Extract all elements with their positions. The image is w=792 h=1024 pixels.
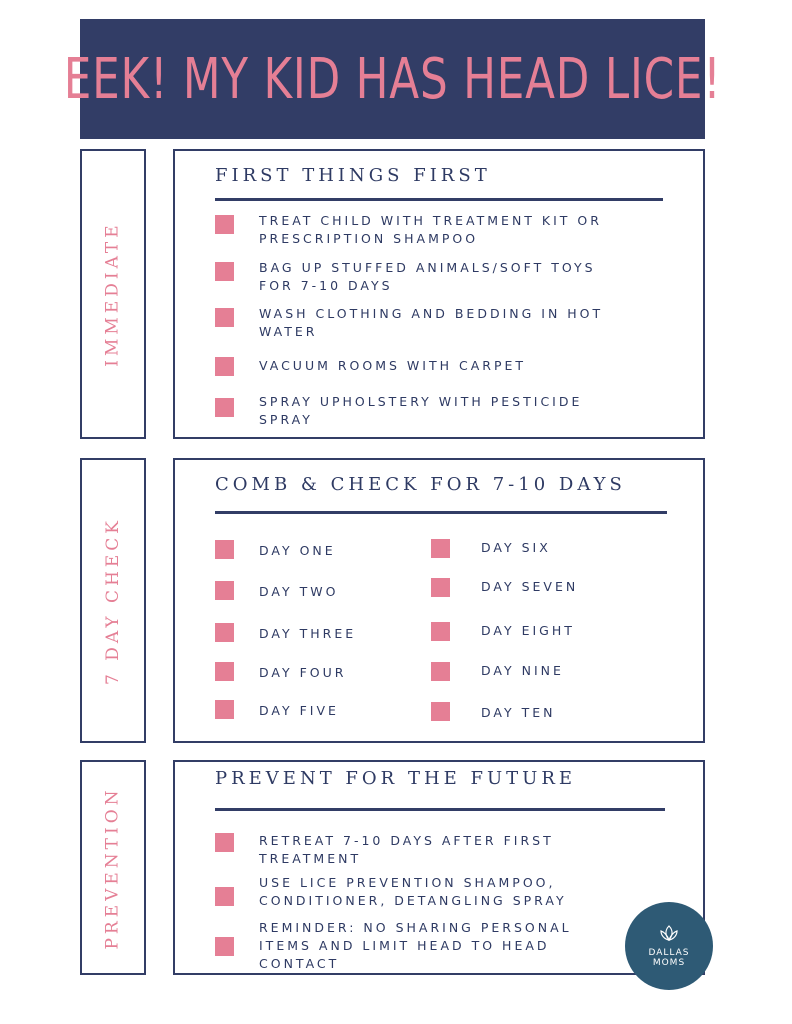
section-comb-and-check xyxy=(173,458,705,743)
item-text-line: WATER xyxy=(259,324,318,339)
item-text-line: PRESCRIPTION SHAMPOO xyxy=(259,231,479,246)
day-checkbox-item[interactable] xyxy=(215,623,415,643)
item-text-line: CONTACT xyxy=(259,956,340,971)
day-checkbox-item[interactable] xyxy=(431,662,631,682)
checkbox[interactable] xyxy=(215,215,234,234)
logo-text-line: MOMS xyxy=(652,958,686,968)
item-text-line: RETREAT 7-10 DAYS AFTER FIRST xyxy=(259,833,554,848)
day-checkbox-item[interactable] xyxy=(215,581,415,601)
checkbox[interactable] xyxy=(215,357,234,376)
day-checkbox-item[interactable] xyxy=(431,539,631,559)
item-text-line: REMINDER: NO SHARING PERSONAL xyxy=(259,920,572,935)
day-label: DAY NINE xyxy=(481,663,564,678)
checkbox[interactable] xyxy=(215,662,234,681)
checkbox[interactable] xyxy=(215,540,234,559)
side-label-text: IMMEDIATE xyxy=(103,221,124,367)
logo-text-line: DALLAS xyxy=(648,948,690,958)
lotus-flower-icon xyxy=(658,924,680,942)
day-label: DAY TWO xyxy=(259,584,339,599)
day-label: DAY ONE xyxy=(259,543,336,558)
side-label-text: PREVENTION xyxy=(103,785,124,950)
day-label: DAY FOUR xyxy=(259,665,347,680)
title-banner xyxy=(63,19,722,139)
checkbox[interactable] xyxy=(215,308,234,327)
item-text-line: FOR 7-10 DAYS xyxy=(259,278,393,293)
item-text-line: TREAT CHILD WITH TREATMENT KIT OR xyxy=(259,213,602,228)
checkbox[interactable] xyxy=(215,581,234,600)
section-heading: PREVENT FOR THE FUTURE xyxy=(215,768,577,789)
checkbox[interactable] xyxy=(215,398,234,417)
checkbox[interactable] xyxy=(431,662,450,681)
day-label: DAY FIVE xyxy=(259,703,339,718)
dallas-moms-logo xyxy=(625,902,713,990)
day-checkbox-item[interactable] xyxy=(431,702,631,722)
day-checkbox-item[interactable] xyxy=(431,622,631,642)
side-label-text: 7 DAY CHECK xyxy=(103,516,124,685)
day-checkbox-item[interactable] xyxy=(431,578,631,598)
side-label-immediate xyxy=(80,149,146,439)
item-text-line: SPRAY xyxy=(259,412,313,427)
item-text-line: TREATMENT xyxy=(259,851,362,866)
checkbox[interactable] xyxy=(431,578,450,597)
heading-divider xyxy=(215,198,663,201)
checkbox[interactable] xyxy=(431,539,450,558)
day-checkbox-item[interactable] xyxy=(215,700,415,720)
page-title: EEK! MY KID HAS HEAD LICE! xyxy=(63,46,722,112)
day-label: DAY THREE xyxy=(259,626,357,641)
heading-divider xyxy=(215,808,665,811)
section-first-things-first xyxy=(173,149,705,439)
checkbox[interactable] xyxy=(431,622,450,641)
checkbox[interactable] xyxy=(215,262,234,281)
day-label: DAY TEN xyxy=(481,705,556,720)
side-label-7-day-check xyxy=(80,458,146,743)
day-checkbox-item[interactable] xyxy=(215,540,415,560)
item-text-line: BAG UP STUFFED ANIMALS/SOFT TOYS xyxy=(259,260,596,275)
checkbox[interactable] xyxy=(215,700,234,719)
side-label-prevention xyxy=(80,760,146,975)
day-label: DAY EIGHT xyxy=(481,623,575,638)
day-checkbox-item[interactable] xyxy=(215,662,415,682)
section-heading: FIRST THINGS FIRST xyxy=(215,165,491,186)
section-heading: COMB & CHECK FOR 7-10 DAYS xyxy=(215,474,626,495)
checkbox[interactable] xyxy=(215,833,234,852)
checkbox[interactable] xyxy=(215,937,234,956)
item-text-line: ITEMS AND LIMIT HEAD TO HEAD xyxy=(259,938,550,953)
checkbox[interactable] xyxy=(215,623,234,642)
item-text-line: USE LICE PREVENTION SHAMPOO, xyxy=(259,875,556,890)
checkbox[interactable] xyxy=(431,702,450,721)
day-label: DAY SEVEN xyxy=(481,579,579,594)
checkbox[interactable] xyxy=(215,887,234,906)
item-text-line: SPRAY UPHOLSTERY WITH PESTICIDE xyxy=(259,394,583,409)
day-label: DAY SIX xyxy=(481,540,551,555)
item-text-line: VACUUM ROOMS WITH CARPET xyxy=(259,358,527,373)
item-text-line: WASH CLOTHING AND BEDDING IN HOT xyxy=(259,306,604,321)
heading-divider xyxy=(215,511,667,514)
item-text-line: CONDITIONER, DETANGLING SPRAY xyxy=(259,893,567,908)
